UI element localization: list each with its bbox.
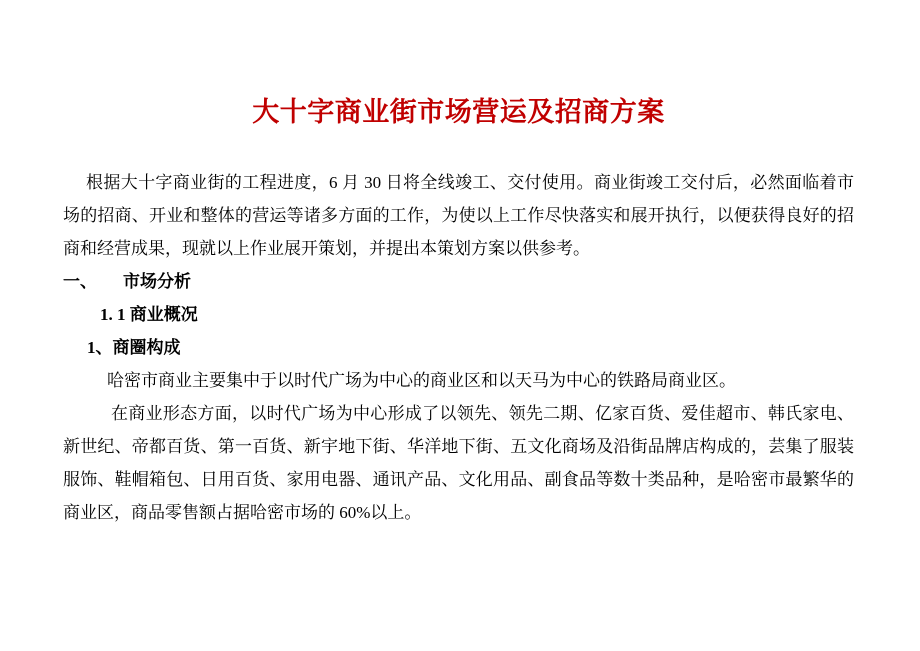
subsection-heading-business-overview: 1. 1 商业概况 bbox=[100, 305, 198, 324]
section-heading-market-analysis bbox=[63, 265, 854, 298]
paragraph-business-forms: 在商业形态方面，以时代广场为中心形成了以领先、领先二期、亿家百货、爱佳超市、韩氏家电、新世纪、帝都百货、第一百货、新宇地下街、华洋地下街、五文化商场及沿街品牌店构成的，芸集了服装服饰、鞋帽箱包、日用百货、家用电器、通讯产品、文化用品、副食品等数十类品种，是哈密市最繁华的商业区，商品零售额占据哈密市场的 60%以上。 bbox=[63, 404, 854, 522]
subsection-heading-trade-area-composition: 1、商圈构成 bbox=[87, 338, 181, 357]
paragraph-trade-area-summary: 哈密市商业主要集中于以时代广场为中心的商业区和以天马为中心的铁路局商业区。 bbox=[107, 371, 736, 390]
document-title: 大十字商业街市场营运及招商方案 bbox=[252, 97, 665, 127]
section-number: 一、 bbox=[63, 272, 97, 291]
section-title: 市场分析 bbox=[123, 272, 191, 291]
intro-paragraph: 根据大十字商业街的工程进度，6 月 30 日将全线竣工、交付使用。商业街竣工交付后，必然面临着市场的招商、开业和整体的营运等诸多方面的工作，为使以上工作尽快落实和展开执行，以便获得良好的招商和经营成果，现就以上作业展开策划，并提出本策划方案以供参考。 bbox=[63, 173, 854, 258]
